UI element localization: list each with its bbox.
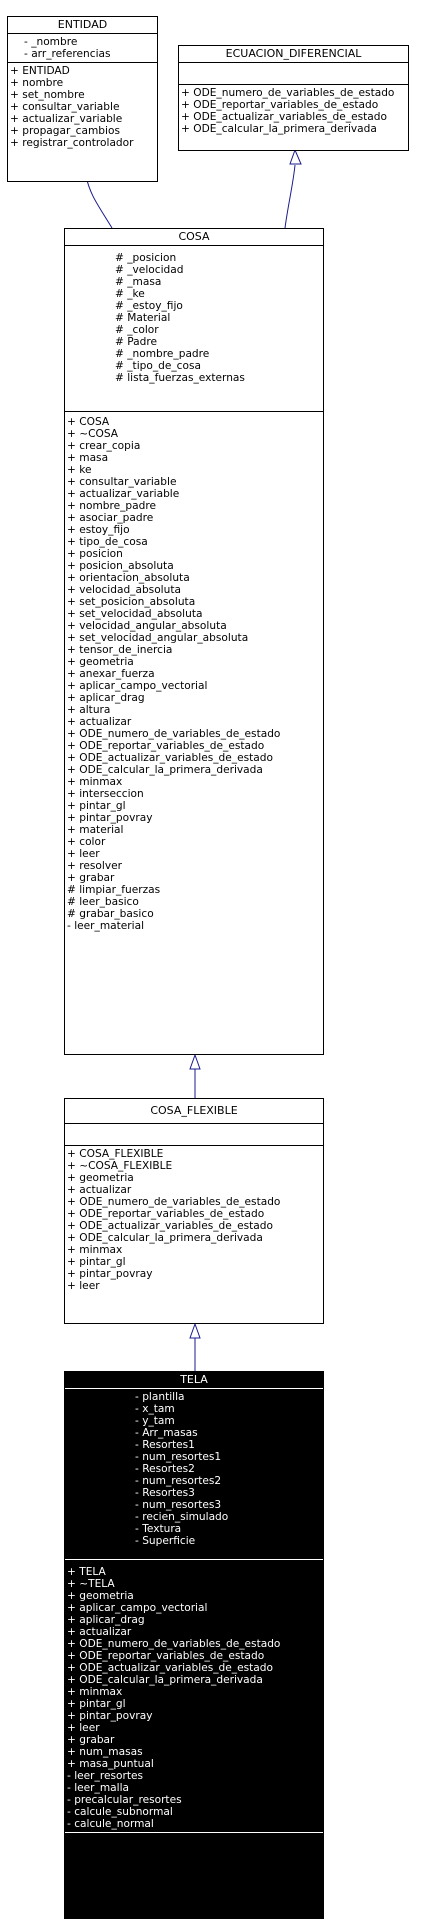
edge-cosa-to-ecuacion xyxy=(285,165,295,228)
method-row: + actualizar xyxy=(67,1184,132,1196)
method-row: + set_nombre xyxy=(10,89,85,101)
arrowhead-cosa xyxy=(190,1055,200,1069)
attribute-row: - plantilla xyxy=(135,1391,185,1403)
method-row: + ~COSA_FLEXIBLE xyxy=(67,1160,173,1172)
method-row: + orientacion_absoluta xyxy=(67,572,190,584)
attribute-row: # _posicion xyxy=(115,252,177,264)
attribute-row: - num_resortes2 xyxy=(135,1475,222,1487)
attribute-row: # _color xyxy=(115,324,159,336)
method-row: + ODE_actualizar_variables_de_estado xyxy=(67,1662,273,1674)
methods-section xyxy=(65,1560,323,1833)
attributes-section xyxy=(8,34,157,63)
arrowhead-cosa-flexible xyxy=(190,1324,200,1338)
method-row: + resolver xyxy=(67,860,122,872)
method-row: + set_velocidad_angular_absoluta xyxy=(67,632,249,644)
attribute-row: - Arr_masas xyxy=(135,1427,198,1439)
method-row: + actualizar xyxy=(67,1626,132,1638)
attribute-row: - arr_referencias xyxy=(24,48,111,60)
method-row: # limpiar_fuerzas xyxy=(67,884,161,896)
method-row: + ~TELA xyxy=(67,1578,115,1590)
attribute-row: - Superficie xyxy=(135,1535,196,1547)
method-row: + actualizar xyxy=(67,716,132,728)
method-row: + crear_copia xyxy=(67,440,141,452)
methods-section xyxy=(65,412,323,934)
method-row: + tipo_de_cosa xyxy=(67,536,148,548)
method-row: + minmax xyxy=(67,1244,123,1256)
attribute-row: # _velocidad xyxy=(115,264,184,276)
attributes-section xyxy=(65,1124,323,1146)
method-row: + ODE_actualizar_variables_de_estado xyxy=(67,752,273,764)
method-row: + tensor_de_inercia xyxy=(67,644,173,656)
attribute-row: # _ke xyxy=(115,288,145,300)
method-row: - calcule_normal xyxy=(67,1818,154,1830)
method-row: + TELA xyxy=(67,1566,106,1578)
method-row: + ODE_numero_de_variables_de_estado xyxy=(67,728,281,740)
attribute-row: # Material xyxy=(115,312,171,324)
method-row: + ODE_numero_de_variables_de_estado xyxy=(67,1196,281,1208)
method-row: + nombre_padre xyxy=(67,500,157,512)
method-row: # leer_basico xyxy=(67,896,139,908)
method-row: - calcule_subnormal xyxy=(67,1806,173,1818)
method-row: + masa_puntual xyxy=(67,1758,154,1770)
methods-section xyxy=(8,63,157,151)
method-row: - leer_material xyxy=(67,920,145,932)
method-row: + pintar_gl xyxy=(67,1256,126,1268)
class-cosa xyxy=(64,228,324,1055)
method-row: + ODE_reportar_variables_de_estado xyxy=(181,99,379,111)
method-row: + consultar_variable xyxy=(67,476,177,488)
method-row: + ODE_numero_de_variables_de_estado xyxy=(67,1638,281,1650)
method-row: - precalcular_resortes xyxy=(67,1794,182,1806)
class-tela xyxy=(64,1371,324,1919)
method-row: + set_posicion_absoluta xyxy=(67,596,196,608)
method-row: + actualizar_variable xyxy=(67,488,180,500)
class-title: ECUACION_DIFERENCIAL xyxy=(179,46,408,63)
method-row: + set_velocidad_absoluta xyxy=(67,608,203,620)
attribute-row: - Textura xyxy=(135,1523,182,1535)
method-row: + pintar_gl xyxy=(67,800,126,812)
method-row: + aplicar_campo_vectorial xyxy=(67,680,208,692)
method-row: + minmax xyxy=(67,776,123,788)
attribute-row: - recien_simulado xyxy=(135,1511,229,1523)
method-row: + ODE_actualizar_variables_de_estado xyxy=(181,111,387,123)
method-row: + leer xyxy=(67,1722,100,1734)
method-row: + geometria xyxy=(67,656,134,668)
arrowhead-ecuacion xyxy=(290,150,301,164)
method-row: + COSA xyxy=(67,416,110,428)
attribute-row: # Padre xyxy=(115,336,158,348)
method-row: + minmax xyxy=(67,1686,123,1698)
method-row: + COSA_FLEXIBLE xyxy=(67,1148,164,1160)
method-row: + ODE_reportar_variables_de_estado xyxy=(67,740,265,752)
method-row: + ODE_actualizar_variables_de_estado xyxy=(67,1220,273,1232)
method-row: + ~COSA xyxy=(67,428,119,440)
method-row: + pintar_povray xyxy=(67,812,153,824)
method-row: + ODE_calcular_la_primera_derivada xyxy=(67,764,263,776)
method-row: + geometria xyxy=(67,1590,134,1602)
method-row: + color xyxy=(67,836,106,848)
method-row: + registrar_controlador xyxy=(10,137,134,149)
method-row: + pintar_povray xyxy=(67,1268,153,1280)
class-title: ENTIDAD xyxy=(8,17,157,34)
method-row: + velocidad_absoluta xyxy=(67,584,181,596)
attribute-row: # _tipo_de_cosa xyxy=(115,360,201,372)
class-cosa-flexible xyxy=(64,1098,324,1324)
method-row: + posicion_absoluta xyxy=(67,560,174,572)
method-row: + velocidad_angular_absoluta xyxy=(67,620,227,632)
method-row: + pintar_gl xyxy=(67,1698,126,1710)
attributes-section xyxy=(179,63,408,85)
attribute-row: - num_resortes3 xyxy=(135,1499,222,1511)
class-title: COSA_FLEXIBLE xyxy=(65,1099,323,1124)
method-row: + ke xyxy=(67,464,92,476)
class-title: TELA xyxy=(65,1372,323,1389)
class-entidad xyxy=(7,16,158,182)
attribute-row: # lista_fuerzas_externas xyxy=(115,372,245,384)
method-row: + aplicar_campo_vectorial xyxy=(67,1602,208,1614)
method-row: + interseccion xyxy=(67,788,144,800)
method-row: + ODE_numero_de_variables_de_estado xyxy=(181,87,395,99)
method-row: - leer_malla xyxy=(67,1782,130,1794)
method-row: + masa xyxy=(67,452,109,464)
method-row: + material xyxy=(67,824,124,836)
method-row: + ODE_calcular_la_primera_derivada xyxy=(181,123,377,135)
method-row: + altura xyxy=(67,704,111,716)
method-row: + num_masas xyxy=(67,1746,143,1758)
method-row: + ODE_reportar_variables_de_estado xyxy=(67,1650,265,1662)
methods-section xyxy=(65,1146,323,1294)
methods-section xyxy=(179,85,408,137)
attribute-row: - Resortes1 xyxy=(135,1439,195,1451)
attribute-row: - _nombre xyxy=(24,36,78,48)
method-row: + ODE_calcular_la_primera_derivada xyxy=(67,1232,263,1244)
edge-cosa-to-entidad xyxy=(86,176,112,228)
attributes-section xyxy=(65,246,323,412)
method-row: + anexar_fuerza xyxy=(67,668,155,680)
method-row: + ODE_reportar_variables_de_estado xyxy=(67,1208,265,1220)
method-row: + propagar_cambios xyxy=(10,125,120,137)
attribute-row: # _estoy_fijo xyxy=(115,300,183,312)
method-row: + posicion xyxy=(67,548,123,560)
method-row: + actualizar_variable xyxy=(10,113,123,125)
attribute-row: - Resortes2 xyxy=(135,1463,195,1475)
method-row: + ODE_calcular_la_primera_derivada xyxy=(67,1674,263,1686)
class-ecuacion-diferencial xyxy=(178,45,409,151)
method-row: + aplicar_drag xyxy=(67,692,145,704)
method-row: + grabar xyxy=(67,1734,115,1746)
method-row: + estoy_fijo xyxy=(67,524,130,536)
method-row: + leer xyxy=(67,1280,100,1292)
method-row: + geometria xyxy=(67,1172,134,1184)
attributes-section xyxy=(65,1389,323,1560)
method-row: + grabar xyxy=(67,872,115,884)
attribute-row: # _nombre_padre xyxy=(115,348,210,360)
method-row: + pintar_povray xyxy=(67,1710,153,1722)
attribute-row: - num_resortes1 xyxy=(135,1451,222,1463)
method-row: + nombre xyxy=(10,77,64,89)
attribute-row: - x_tam xyxy=(135,1403,175,1415)
class-title: COSA xyxy=(65,229,323,246)
attribute-row: - y_tam xyxy=(135,1415,175,1427)
method-row: + leer xyxy=(67,848,100,860)
method-row: + asociar_padre xyxy=(67,512,154,524)
attribute-row: # _masa xyxy=(115,276,162,288)
method-row: + consultar_variable xyxy=(10,101,120,113)
method-row: - leer_resortes xyxy=(67,1770,144,1782)
method-row: # grabar_basico xyxy=(67,908,154,920)
method-row: + ENTIDAD xyxy=(10,65,70,77)
attribute-row: - Resortes3 xyxy=(135,1487,195,1499)
method-row: + aplicar_drag xyxy=(67,1614,145,1626)
